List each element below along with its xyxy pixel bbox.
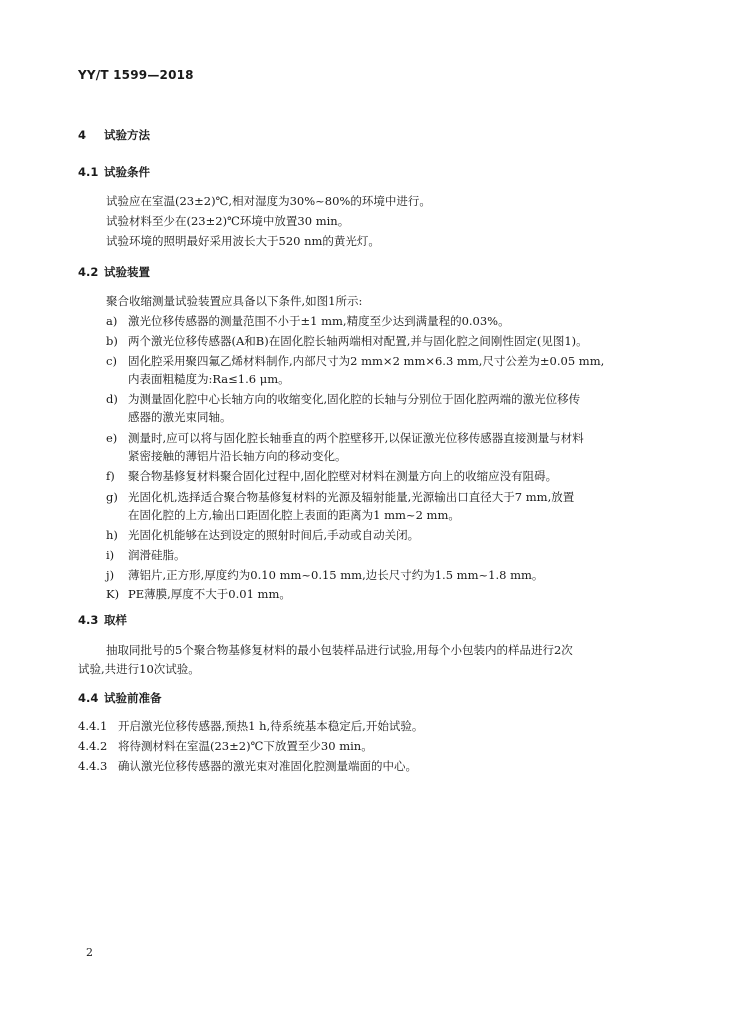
subclause-4-4-3 [78, 759, 417, 773]
section-number: 4.3 [78, 613, 99, 627]
section-4-heading [78, 128, 150, 142]
list-item-line: 激光位移传感器的测量范围不小于±1 mm,精度至少达到满量程的0.03%。 [128, 314, 510, 328]
subclause-text: 将待测材料在室温(23±2)℃下放置至少30 min。 [118, 739, 373, 753]
paragraph-line: 试验环境的照明最好采用波长大于520 nm的黄光灯。 [106, 234, 380, 248]
subclause-number: 4.4.2 [78, 739, 108, 753]
list-item-line: 固化腔采用聚四氟乙烯材料制作,内部尺寸为2 mm×2 mm×6.3 mm,尺寸公差为±0.05 mm, [128, 354, 605, 368]
section-number: 4 [78, 128, 87, 142]
page-number: 2 [86, 946, 93, 959]
standard-code-header: YY/T 1599—2018 [78, 68, 194, 82]
section-title: 试验前准备 [104, 691, 162, 705]
list-marker: b) [106, 334, 118, 348]
list-marker: e) [106, 431, 118, 445]
paragraph-line: 聚合收缩测量试验装置应具备以下条件,如图1所示: [106, 294, 363, 308]
section-4-3-heading [78, 613, 127, 627]
section-4-4-heading [78, 691, 162, 705]
subclause-text: 开启激光位移传感器,预热1 h,待系统基本稳定后,开始试验。 [118, 719, 424, 733]
paragraph-line: 试验材料至少在(23±2)℃环境中放置30 min。 [106, 214, 350, 228]
list-item-line: 光固化机,选择适合聚合物基修复材料的光源及辐射能量,光源输出口直径大于7 mm,放置 [128, 490, 575, 504]
section-title: 试验方法 [104, 128, 150, 142]
subclause-text: 确认激光位移传感器的激光束对准固化腔测量端面的中心。 [118, 759, 417, 773]
subclause-4-4-1 [78, 719, 423, 733]
section-title: 取样 [104, 613, 127, 627]
list-marker: i) [106, 548, 115, 562]
list-item-line: 紧密接触的薄铝片沿长轴方向的移动变化。 [128, 449, 347, 463]
section-number: 4.2 [78, 265, 99, 279]
subclause-4-4-2 [78, 739, 373, 753]
paragraph-line: 试验应在室温(23±2)℃,相对湿度为30%~80%的环境中进行。 [106, 194, 431, 208]
list-item-line: 光固化机能够在达到设定的照射时间后,手动或自动关闭。 [128, 528, 420, 542]
list-item-line: PE薄膜,厚度不大于0.01 mm。 [128, 587, 291, 601]
list-item-line: 在固化腔的上方,输出口距固化腔上表面的距离为1 mm~2 mm。 [128, 508, 460, 522]
list-item-line: 内表面粗糙度为:Ra≤1.6 μm。 [128, 372, 290, 386]
subclause-number: 4.4.1 [78, 719, 108, 733]
section-title: 试验装置 [104, 265, 150, 279]
section-4-2-heading [78, 265, 150, 279]
list-marker: d) [106, 392, 118, 406]
list-marker: K) [106, 587, 120, 601]
paragraph-line: 抽取同批号的5个聚合物基修复材料的最小包装样品进行试验,用每个小包装内的样品进行2次 [106, 643, 573, 657]
list-item-line: 薄铝片,正方形,厚度约为0.10 mm~0.15 mm,边长尺寸约为1.5 mm~1.8 mm。 [128, 568, 544, 582]
section-number: 4.4 [78, 691, 99, 705]
list-marker: f) [106, 469, 115, 483]
list-item-line: 润滑硅脂。 [128, 548, 186, 562]
list-item-line: 为测量固化腔中心长轴方向的收缩变化,固化腔的长轴与分别位于固化腔两端的激光位移传 [128, 392, 581, 406]
list-item-line: 两个激光位移传感器(A和B)在固化腔长轴两端相对配置,并与固化腔之间刚性固定(见图1)。 [128, 334, 588, 348]
list-marker: g) [106, 490, 118, 504]
list-marker: j) [106, 568, 115, 582]
paragraph-line: 试验,共进行10次试验。 [78, 662, 200, 676]
list-item-line: 感器的激光束同轴。 [128, 410, 232, 424]
list-marker: a) [106, 314, 118, 328]
list-item-line: 测量时,应可以将与固化腔长轴垂直的两个腔壁移开,以保证激光位移传感器直接测量与材料 [128, 431, 584, 445]
section-number: 4.1 [78, 165, 99, 179]
list-item-line: 聚合物基修复材料聚合固化过程中,固化腔壁对材料在测量方向上的收缩应没有阻碍。 [128, 469, 558, 483]
section-title: 试验条件 [104, 165, 150, 179]
subclause-number: 4.4.3 [78, 759, 108, 773]
section-4-1-heading [78, 165, 150, 179]
list-marker: h) [106, 528, 118, 542]
list-marker: c) [106, 354, 117, 368]
